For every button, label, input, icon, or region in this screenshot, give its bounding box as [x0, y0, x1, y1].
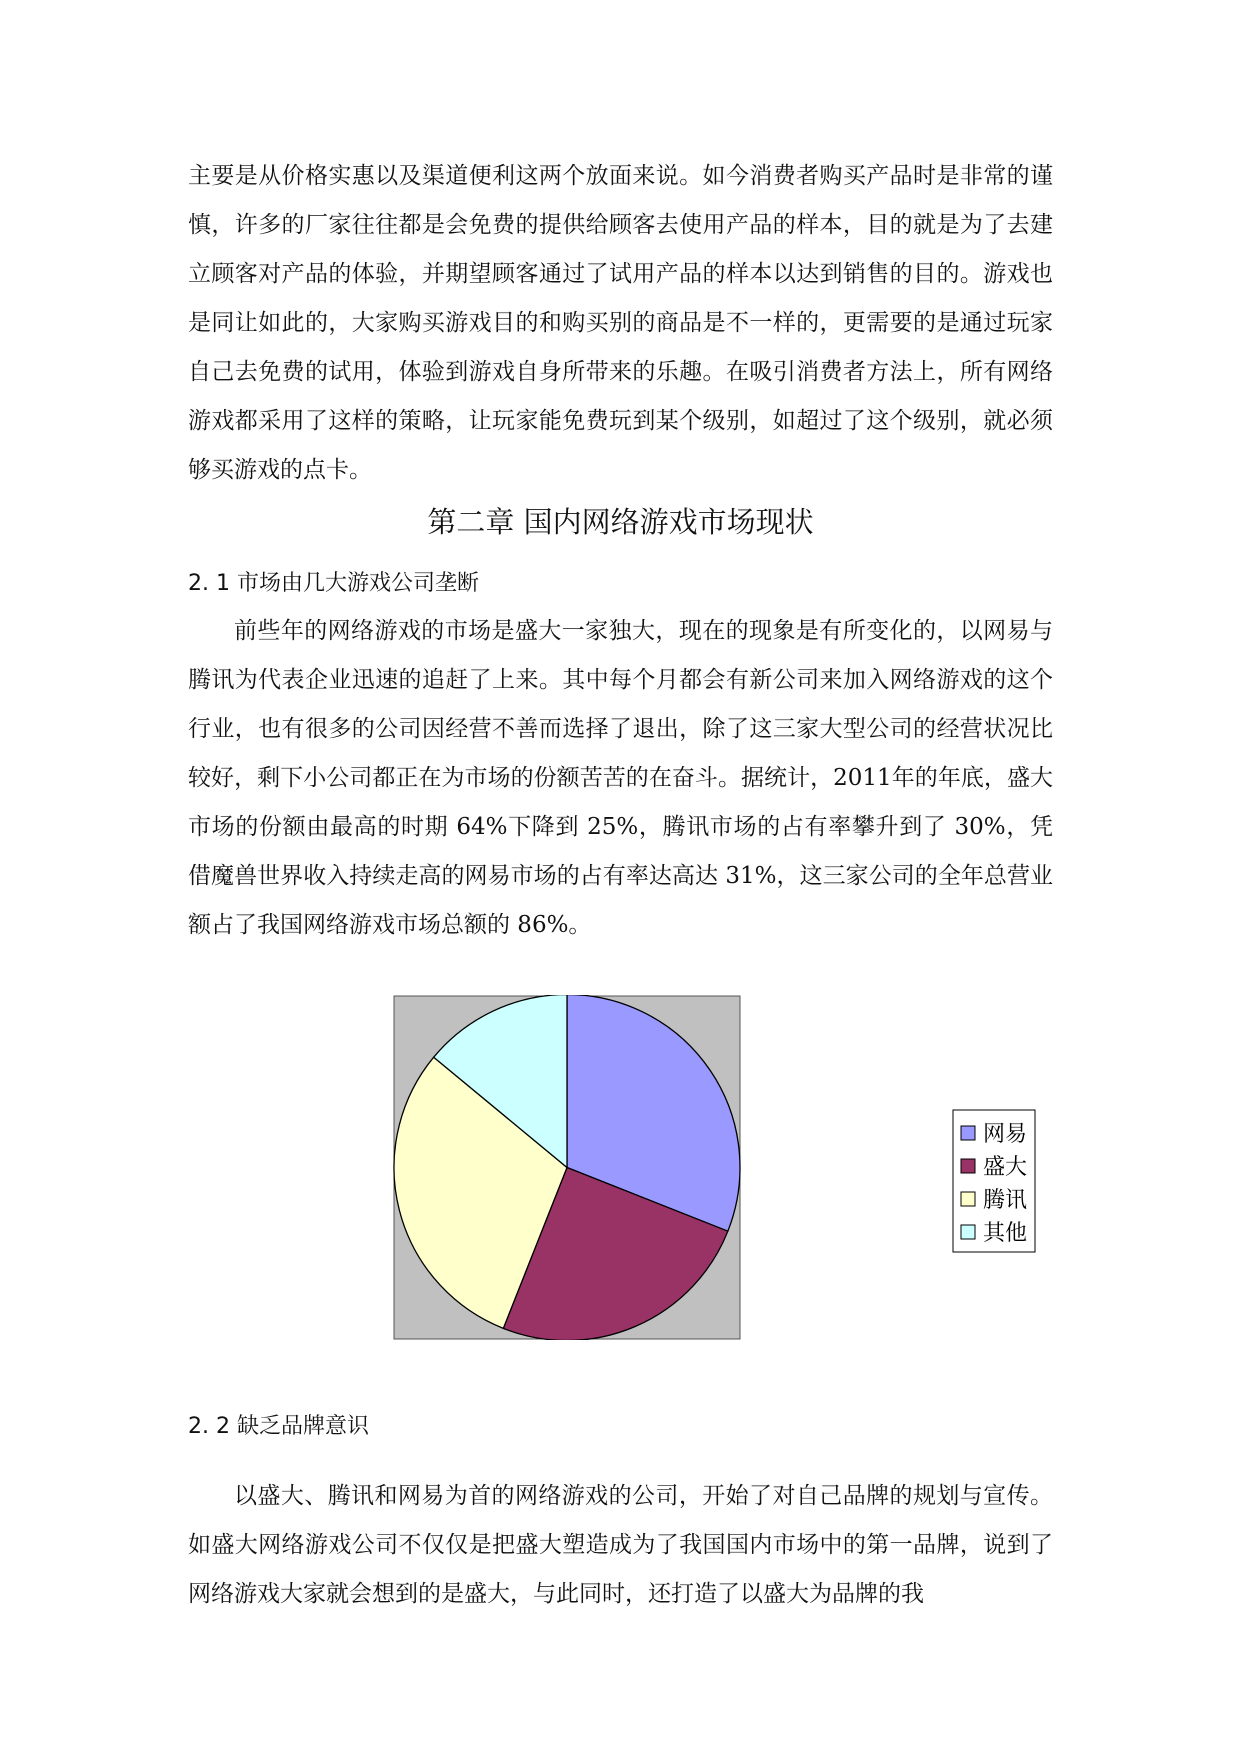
section-heading-2-2: 2. 2 缺乏品牌意识 — [188, 1414, 369, 1439]
section-heading-2-1: 2. 1 市场由几大游戏公司垄断 — [188, 571, 479, 596]
legend-label-1: 网易 — [983, 1122, 1028, 1147]
legend-swatch-1 — [961, 1126, 975, 1140]
chapter-title: 第二章 国内网络游戏市场现状 — [427, 505, 814, 539]
paragraph-brand: 以盛大、腾讯和网易为首的网络游戏的公司，开始了对自己品牌的规划与宣传。如盛大网络游戏公司不仅仅是把盛大塑造成为了我国国内市场中的第一品牌，说到了网络游戏大家就会想到的是盛大，与此同时，还打造了以盛大为品牌的我 — [188, 1483, 1053, 1607]
legend-swatch-3 — [961, 1192, 975, 1206]
legend-label-4: 其他 — [983, 1221, 1028, 1246]
paragraph-intro: 主要是从价格实惠以及渠道便利这两个放面来说。如今消费者购买产品时是非常的谨慎，许多的厂家往往都是会免费的提供给顾客去使用产品的样本，目的就是为了去建立顾客对产品的体验，并期望顾客通过了试用产品的样本以达到销售的目的。游戏也是同让如此的，大家购买游戏目的和购买别的商品是不一样的，更需要的是通过玩家自己去免费的试用，体验到游戏自身所带来的乐趣。在吸引消费者方法上，所有网络游戏都采用了这样的策略，让玩家能免费玩到某个级别，如超过了这个级别，就必须够买游戏的点卡。 — [188, 163, 1053, 483]
paragraph-market-share: 前些年的网络游戏的市场是盛大一家独大，现在的现象是有所变化的，以网易与腾讯为代表企业迅速的追赶了上来。其中每个月都会有新公司来加入网络游戏的这个行业，也有很多的公司因经营不善而选择了退出，除了这三家大型公司的经营状况比较好，剩下小公司都正在为市场的份额苦苦的在奋斗。据统计，2011年的年底，盛大市场的份额由最高的时期 64%下降到 25%，腾讯市场的占有率攀升到了 30%，凭借魔兽世界收入持续走高的网易市场的占有率达高达 31%，这三家公司的全年总营业额占了我国网络游戏市场总额的 86%。 — [188, 618, 1053, 938]
legend-swatch-4 — [961, 1225, 975, 1239]
legend-label-3: 腾讯 — [983, 1188, 1028, 1213]
legend-label-2: 盛大 — [983, 1155, 1028, 1180]
market-share-pie-chart — [393, 995, 1043, 1340]
legend-swatch-2 — [961, 1159, 975, 1173]
chart-legend — [953, 1110, 1035, 1252]
